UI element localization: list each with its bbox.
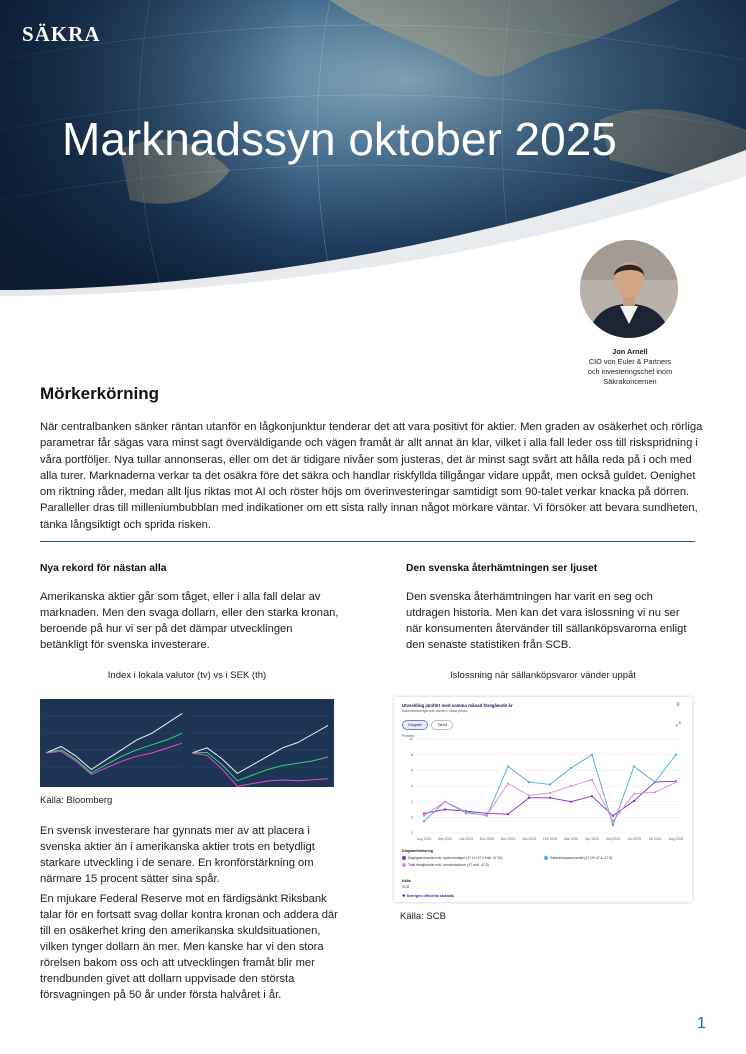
scb-chart-subtitle: Kalenderkorrigerade värden i fasta priser <box>402 709 468 713</box>
legend-dot-durables <box>544 856 548 860</box>
bloomberg-series-line <box>46 743 182 774</box>
legend-label-total: Total detaljhandel exkl. bensinstationer (47 exkl. 47.3) <box>408 863 489 867</box>
author-info <box>548 347 712 387</box>
scb-data-point <box>570 801 572 803</box>
y-tick-label: 4 <box>411 784 413 789</box>
scb-series-line <box>424 755 676 826</box>
scb-data-point <box>591 779 593 781</box>
scb-data-point <box>633 800 635 802</box>
page-number: 1 <box>697 1015 706 1032</box>
scb-data-point <box>633 793 635 795</box>
scb-data-point <box>444 801 446 803</box>
scb-data-point <box>528 781 530 783</box>
legend-dot-food <box>402 856 406 860</box>
scb-data-point <box>654 791 656 793</box>
scb-data-point <box>570 767 572 769</box>
left-heading: Nya rekord för nästan alla <box>40 563 167 574</box>
right-chart-caption: Islossning när sällanköpsvaror vänder uppåt <box>450 670 636 681</box>
scb-data-point <box>486 814 488 816</box>
scb-data-point <box>654 781 656 783</box>
bloomberg-chart-svg <box>40 699 334 787</box>
x-tick-label: Okt 2024 <box>459 837 473 841</box>
scb-data-point <box>465 812 467 814</box>
left-paragraph-1: Amerikanska aktier går som tåget, eller i alla fall delar av marknaden. Men den svaga dollarn, eller den starka kronan, beroende på hur vi ser på det dämpar utvecklingen betänkligt för svenska investerare. <box>40 591 339 651</box>
legend-item-food <box>402 856 502 860</box>
scb-legend-title: Diagramförklaring <box>402 849 433 853</box>
tab-table[interactable]: Tabell <box>431 720 453 730</box>
menu-icon[interactable]: ≡ <box>676 702 680 708</box>
y-tick-label: -2 <box>409 831 413 836</box>
scb-data-point <box>423 815 425 817</box>
x-tick-label: Sep 2024 <box>437 837 453 841</box>
scb-data-point <box>675 754 677 756</box>
sos-logo-icon: ❖ <box>402 894 407 898</box>
scb-data-point <box>507 813 509 815</box>
author-avatar <box>580 240 678 338</box>
expand-icon[interactable]: ⤢ <box>676 722 681 728</box>
left-chart-source: Källa: Bloomberg <box>40 795 113 806</box>
x-tick-label: Maj 2025 <box>606 837 620 841</box>
legend-item-total <box>402 863 489 867</box>
scb-data-point <box>591 754 593 756</box>
scb-data-point <box>423 812 425 814</box>
y-tick-label: 0 <box>411 815 413 820</box>
y-tick-label: 6 <box>411 768 413 773</box>
portrait-illustration <box>580 240 678 338</box>
x-tick-label: Aug 2025 <box>668 837 684 841</box>
left-paragraph-3: En mjukare Federal Reserve mot en färdigsänkt Riksbank talar för en fortsatt svag dollar kontra kronan och addera där till en osäkerhet kring den amerikanska skuldsituationen, vilken tynger dollarn än mer. Men kanske har vi den stora rörelsen bakom oss och att utvecklingen framåt blir mer trendbunden givet att dollarn uppvisade den största försvagningen på 50 år under första halvåret i år. <box>40 893 338 1001</box>
legend-dot-total <box>402 863 406 867</box>
scb-chart-widget <box>394 697 692 902</box>
x-tick-label: Aug 2024 <box>416 837 432 841</box>
section-heading: Mörkerkörning <box>40 384 160 403</box>
scb-data-point <box>549 797 551 799</box>
bloomberg-series-line <box>192 753 328 786</box>
right-chart-source: Källa: SCB <box>400 911 446 922</box>
author-role-line1: CIO von Euler & Partners <box>588 357 672 366</box>
right-heading: Den svenska återhämtningen ser ljuset <box>406 563 598 574</box>
y-axis-unit-label: Procent <box>402 734 415 738</box>
scb-data-point <box>444 808 446 810</box>
scb-source-value: SCB <box>402 885 410 889</box>
x-tick-label: Feb 2025 <box>542 837 558 841</box>
scb-chart-title: Utveckling jämfört med samma månad föregående år <box>402 703 513 708</box>
scb-data-point <box>423 820 425 822</box>
x-tick-label: Mar 2025 <box>563 837 579 841</box>
y-tick-label: 2 <box>411 799 413 804</box>
bloomberg-series-line <box>192 725 328 773</box>
x-tick-label: Dec 2024 <box>500 837 516 841</box>
scb-data-point <box>507 765 509 767</box>
tab-diagram[interactable]: Diagram <box>402 720 428 730</box>
scb-line-chart <box>394 731 692 851</box>
section-divider <box>40 541 695 542</box>
author-name: Jon Arnell <box>612 347 648 356</box>
page-title: Marknadssyn oktober 2025 <box>62 113 617 165</box>
scb-data-point <box>528 797 530 799</box>
scb-data-point <box>675 781 677 783</box>
left-paragraph-2: En svensk investerare har gynnats mer av att placera i svenska aktier än i amerikanska aktier trots en betydligt starkare utveckling i de senare. En kronförstärkning om närmare 15 procent sätter sina spår. <box>40 825 315 885</box>
scb-data-point <box>507 783 509 785</box>
x-tick-label: Jan 2025 <box>522 837 536 841</box>
brand-logo: SÄKRA <box>22 22 101 46</box>
x-tick-label: Jul 2025 <box>648 837 662 841</box>
author-role-line3: Säkrakoncernen <box>603 377 657 386</box>
scb-data-point <box>591 795 593 797</box>
sos-badge-label: Sveriges officiella statistik <box>406 894 455 898</box>
scb-data-point <box>570 785 572 787</box>
author-role-line2: och investeringschef inom <box>587 367 673 376</box>
scb-data-point <box>612 815 614 817</box>
bloomberg-series-line <box>192 752 328 780</box>
scb-data-point <box>549 783 551 785</box>
scb-view-tabs <box>402 720 453 730</box>
sos-badge <box>402 893 454 898</box>
legend-label-food: Dagligvaruhandel exkl. systembolaget (47.11+47.2 exkl. 47.25) <box>408 856 503 860</box>
scb-data-point <box>633 765 635 767</box>
legend-item-durables <box>544 856 612 860</box>
scb-source-title: Källa <box>402 879 411 883</box>
legend-label-durables: Sällanköpsvaruhandel (47.19+47.4–47.9) <box>550 856 613 860</box>
bloomberg-chart <box>40 699 334 787</box>
right-paragraph-1: Den svenska återhämtningen har varit en seg och utdragen historia. Men kan det vara islossning vi nu ser när konsumenten återvänder till sällanköpsvarorna enligt den senaste statistiken från SCB. <box>406 591 687 651</box>
x-tick-label: Nov 2024 <box>479 837 495 841</box>
y-tick-label: 8 <box>411 752 413 757</box>
scb-data-point <box>612 824 614 826</box>
scb-data-point <box>612 820 614 822</box>
scb-data-point <box>528 794 530 796</box>
intro-paragraph: När centralbanken sänker räntan utanför en lågkonjunktur tenderar det att vara positivt för aktier. Men graden av osäkerhet och rörliga parametrar får sägas vara minst sagt överväldigande och vägen framåt är allt annat än klar, vilket i alla fall leder oss till riskspridning i våra portföljer. Nya tullar annonseras, eller om det är tidigare nivåer som justeras, det är minst sagt svårt att hålla reda på i och med alla turer. Marknaderna verkar ta det osäkra före det säkra och handlar riskfyllda tillgångar vidare uppåt, men också guldet. Oenighet om riktning råder, medan allt ljus riktas mot AI och röster höjs om överinvesteringar samtidigt som 90-talet verkar knacka på dörren. Paralleller dras till milleniumbubblan med indikationer om ett sista rally innan något mörkare väntar. Vi försöker att bevara sundheten, tänka långsiktigt och sprida risken. <box>40 421 703 531</box>
left-chart-caption: Index i lokala valutor (tv) vs i SEK (th) <box>107 670 267 681</box>
y-tick-label: 10 <box>409 737 413 742</box>
scb-data-point <box>549 792 551 794</box>
x-tick-label: Jun 2025 <box>627 837 641 841</box>
x-tick-label: Apr 2025 <box>585 837 599 841</box>
